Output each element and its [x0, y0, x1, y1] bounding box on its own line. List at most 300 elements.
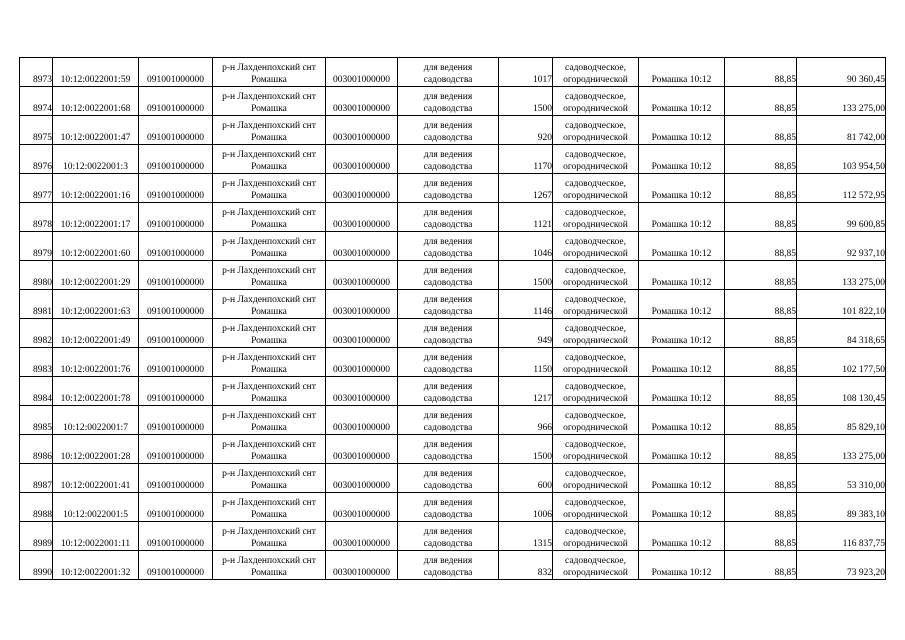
zone-name: Ромашка 10:12: [639, 522, 725, 551]
category-code: 003001000000: [326, 174, 398, 203]
zone-name: Ромашка 10:12: [639, 116, 725, 145]
location-line-2: Ромашка: [251, 249, 287, 259]
cadastral-number: 10:12:0022001:68: [53, 87, 139, 116]
permitted-use-cell: [398, 290, 499, 319]
table-row: [20, 116, 886, 145]
location-line-1: р-н Лахденпохский снт: [222, 382, 316, 392]
row-number: 8980: [20, 261, 53, 290]
use-line-1: для ведения: [423, 121, 473, 131]
zone-name: Ромашка 10:12: [639, 290, 725, 319]
category-line-2: огороднической: [563, 365, 628, 375]
use-line-1: для ведения: [423, 498, 473, 508]
location-line-1: р-н Лахденпохский снт: [222, 440, 316, 450]
cadastral-number: 10:12:0022001:5: [53, 493, 139, 522]
specific-value-rate: 88,85: [725, 464, 797, 493]
area-value: 1500: [499, 261, 553, 290]
use-line-2: садоводства: [423, 75, 473, 85]
specific-value-rate: 88,85: [725, 232, 797, 261]
location-cell: [213, 145, 326, 174]
location-cell: [213, 203, 326, 232]
location-cell: [213, 232, 326, 261]
table-row: [20, 522, 886, 551]
category-line-1: садоводческое,: [565, 63, 626, 73]
usage-category-cell: [553, 58, 639, 87]
category-line-2: огороднической: [563, 162, 628, 172]
cadastral-value: 85 829,10: [797, 406, 886, 435]
location-line-1: р-н Лахденпохский снт: [222, 498, 316, 508]
permitted-use-cell: [398, 377, 499, 406]
area-value: 1267: [499, 174, 553, 203]
location-line-2: Ромашка: [251, 162, 287, 172]
specific-value-rate: 88,85: [725, 58, 797, 87]
okato-code: 091001000000: [139, 522, 213, 551]
permitted-use-cell: [398, 464, 499, 493]
usage-category-cell: [553, 203, 639, 232]
row-number: 8989: [20, 522, 53, 551]
location-cell: [213, 58, 326, 87]
usage-category-cell: [553, 319, 639, 348]
permitted-use-cell: [398, 116, 499, 145]
table-row: [20, 493, 886, 522]
location-cell: [213, 174, 326, 203]
okato-code: 091001000000: [139, 174, 213, 203]
cadastral-number: 10:12:0022001:49: [53, 319, 139, 348]
zone-name: Ромашка 10:12: [639, 58, 725, 87]
zone-name: Ромашка 10:12: [639, 87, 725, 116]
row-number: 8977: [20, 174, 53, 203]
category-line-1: садоводческое,: [565, 179, 626, 189]
location-line-2: Ромашка: [251, 510, 287, 520]
category-line-1: садоводческое,: [565, 498, 626, 508]
row-number: 8985: [20, 406, 53, 435]
area-value: 1150: [499, 348, 553, 377]
category-line-2: огороднической: [563, 307, 628, 317]
location-cell: [213, 87, 326, 116]
use-line-1: для ведения: [423, 469, 473, 479]
location-cell: [213, 493, 326, 522]
okato-code: 091001000000: [139, 406, 213, 435]
row-number: 8978: [20, 203, 53, 232]
area-value: 949: [499, 319, 553, 348]
category-code: 003001000000: [326, 203, 398, 232]
location-line-2: Ромашка: [251, 278, 287, 288]
usage-category-cell: [553, 174, 639, 203]
use-line-2: садоводства: [423, 336, 473, 346]
cadastral-value: 84 318,65: [797, 319, 886, 348]
location-line-2: Ромашка: [251, 452, 287, 462]
category-line-1: садоводческое,: [565, 382, 626, 392]
category-line-1: садоводческое,: [565, 411, 626, 421]
table-body: [20, 58, 886, 580]
okato-code: 091001000000: [139, 87, 213, 116]
cadastral-value: 89 383,10: [797, 493, 886, 522]
use-line-1: для ведения: [423, 179, 473, 189]
permitted-use-cell: [398, 522, 499, 551]
use-line-2: садоводства: [423, 307, 473, 317]
usage-category-cell: [553, 232, 639, 261]
permitted-use-cell: [398, 319, 499, 348]
specific-value-rate: 88,85: [725, 522, 797, 551]
use-line-2: садоводства: [423, 394, 473, 404]
cadastral-number: 10:12:0022001:32: [53, 551, 139, 580]
category-line-2: огороднической: [563, 510, 628, 520]
row-number: 8982: [20, 319, 53, 348]
cadastral-number: 10:12:0022001:17: [53, 203, 139, 232]
permitted-use-cell: [398, 493, 499, 522]
okato-code: 091001000000: [139, 435, 213, 464]
row-number: 8975: [20, 116, 53, 145]
zone-name: Ромашка 10:12: [639, 464, 725, 493]
category-line-2: огороднической: [563, 336, 628, 346]
category-line-1: садоводческое,: [565, 237, 626, 247]
okato-code: 091001000000: [139, 116, 213, 145]
location-line-2: Ромашка: [251, 568, 287, 578]
area-value: 966: [499, 406, 553, 435]
permitted-use-cell: [398, 174, 499, 203]
specific-value-rate: 88,85: [725, 261, 797, 290]
category-line-1: садоводческое,: [565, 353, 626, 363]
okato-code: 091001000000: [139, 232, 213, 261]
permitted-use-cell: [398, 145, 499, 174]
usage-category-cell: [553, 493, 639, 522]
location-line-1: р-н Лахденпохский снт: [222, 237, 316, 247]
use-line-1: для ведения: [423, 324, 473, 334]
location-line-2: Ромашка: [251, 365, 287, 375]
area-value: 832: [499, 551, 553, 580]
location-cell: [213, 406, 326, 435]
specific-value-rate: 88,85: [725, 551, 797, 580]
cadastral-number: 10:12:0022001:78: [53, 377, 139, 406]
specific-value-rate: 88,85: [725, 377, 797, 406]
location-line-2: Ромашка: [251, 104, 287, 114]
okato-code: 091001000000: [139, 551, 213, 580]
use-line-2: садоводства: [423, 510, 473, 520]
table-row: [20, 87, 886, 116]
area-value: 1121: [499, 203, 553, 232]
location-line-2: Ромашка: [251, 191, 287, 201]
use-line-1: для ведения: [423, 353, 473, 363]
zone-name: Ромашка 10:12: [639, 174, 725, 203]
land-registry-table: [19, 57, 886, 580]
use-line-2: садоводства: [423, 133, 473, 143]
use-line-1: для ведения: [423, 440, 473, 450]
location-line-2: Ромашка: [251, 307, 287, 317]
cadastral-number: 10:12:0022001:11: [53, 522, 139, 551]
location-line-1: р-н Лахденпохский снт: [222, 266, 316, 276]
zone-name: Ромашка 10:12: [639, 261, 725, 290]
category-line-2: огороднической: [563, 75, 628, 85]
category-code: 003001000000: [326, 58, 398, 87]
okato-code: 091001000000: [139, 290, 213, 319]
location-cell: [213, 435, 326, 464]
cadastral-value: 116 837,75: [797, 522, 886, 551]
okato-code: 091001000000: [139, 493, 213, 522]
table-row: [20, 377, 886, 406]
usage-category-cell: [553, 551, 639, 580]
location-line-2: Ромашка: [251, 423, 287, 433]
cadastral-number: 10:12:0022001:28: [53, 435, 139, 464]
location-cell: [213, 290, 326, 319]
use-line-2: садоводства: [423, 162, 473, 172]
specific-value-rate: 88,85: [725, 174, 797, 203]
row-number: 8981: [20, 290, 53, 319]
cadastral-number: 10:12:0022001:59: [53, 58, 139, 87]
category-code: 003001000000: [326, 522, 398, 551]
use-line-1: для ведения: [423, 382, 473, 392]
cadastral-number: 10:12:0022001:16: [53, 174, 139, 203]
table-row: [20, 406, 886, 435]
location-line-1: р-н Лахденпохский снт: [222, 353, 316, 363]
category-line-1: садоводческое,: [565, 469, 626, 479]
use-line-2: садоводства: [423, 249, 473, 259]
table-row: [20, 232, 886, 261]
cadastral-number: 10:12:0022001:47: [53, 116, 139, 145]
row-number: 8988: [20, 493, 53, 522]
area-value: 1017: [499, 58, 553, 87]
usage-category-cell: [553, 116, 639, 145]
cadastral-value: 133 275,00: [797, 435, 886, 464]
category-line-1: садоводческое,: [565, 295, 626, 305]
use-line-1: для ведения: [423, 266, 473, 276]
location-cell: [213, 522, 326, 551]
location-line-1: р-н Лахденпохский снт: [222, 469, 316, 479]
use-line-2: садоводства: [423, 104, 473, 114]
usage-category-cell: [553, 406, 639, 435]
area-value: 1315: [499, 522, 553, 551]
row-number: 8973: [20, 58, 53, 87]
location-line-1: р-н Лахденпохский снт: [222, 556, 316, 566]
zone-name: Ромашка 10:12: [639, 232, 725, 261]
row-number: 8986: [20, 435, 53, 464]
location-line-2: Ромашка: [251, 133, 287, 143]
category-line-1: садоводческое,: [565, 556, 626, 566]
use-line-2: садоводства: [423, 365, 473, 375]
okato-code: 091001000000: [139, 377, 213, 406]
usage-category-cell: [553, 377, 639, 406]
specific-value-rate: 88,85: [725, 145, 797, 174]
table-row: [20, 58, 886, 87]
zone-name: Ромашка 10:12: [639, 348, 725, 377]
location-line-1: р-н Лахденпохский снт: [222, 295, 316, 305]
category-code: 003001000000: [326, 116, 398, 145]
cadastral-value: 53 310,00: [797, 464, 886, 493]
category-code: 003001000000: [326, 348, 398, 377]
category-line-2: огороднической: [563, 133, 628, 143]
usage-category-cell: [553, 87, 639, 116]
specific-value-rate: 88,85: [725, 435, 797, 464]
location-cell: [213, 319, 326, 348]
table-row: [20, 203, 886, 232]
zone-name: Ромашка 10:12: [639, 203, 725, 232]
zone-name: Ромашка 10:12: [639, 406, 725, 435]
use-line-2: садоводства: [423, 423, 473, 433]
okato-code: 091001000000: [139, 319, 213, 348]
cadastral-number: 10:12:0022001:60: [53, 232, 139, 261]
area-value: 1046: [499, 232, 553, 261]
cadastral-value: 92 937,10: [797, 232, 886, 261]
table-row: [20, 319, 886, 348]
category-code: 003001000000: [326, 551, 398, 580]
specific-value-rate: 88,85: [725, 348, 797, 377]
zone-name: Ромашка 10:12: [639, 435, 725, 464]
location-line-1: р-н Лахденпохский снт: [222, 208, 316, 218]
cadastral-value: 90 360,45: [797, 58, 886, 87]
row-number: 8987: [20, 464, 53, 493]
permitted-use-cell: [398, 261, 499, 290]
zone-name: Ромашка 10:12: [639, 319, 725, 348]
usage-category-cell: [553, 435, 639, 464]
usage-category-cell: [553, 145, 639, 174]
cadastral-number: 10:12:0022001:3: [53, 145, 139, 174]
use-line-1: для ведения: [423, 556, 473, 566]
row-number: 8990: [20, 551, 53, 580]
cadastral-value: 102 177,50: [797, 348, 886, 377]
location-line-2: Ромашка: [251, 394, 287, 404]
category-code: 003001000000: [326, 406, 398, 435]
category-line-2: огороднической: [563, 394, 628, 404]
location-line-1: р-н Лахденпохский снт: [222, 150, 316, 160]
specific-value-rate: 88,85: [725, 116, 797, 145]
use-line-2: садоводства: [423, 452, 473, 462]
category-line-2: огороднической: [563, 191, 628, 201]
cadastral-value: 73 923,20: [797, 551, 886, 580]
use-line-2: садоводства: [423, 191, 473, 201]
cadastral-value: 133 275,00: [797, 261, 886, 290]
row-number: 8984: [20, 377, 53, 406]
cadastral-value: 99 600,85: [797, 203, 886, 232]
permitted-use-cell: [398, 348, 499, 377]
category-line-1: садоводческое,: [565, 121, 626, 131]
location-line-2: Ромашка: [251, 539, 287, 549]
okato-code: 091001000000: [139, 261, 213, 290]
location-line-1: р-н Лахденпохский снт: [222, 527, 316, 537]
permitted-use-cell: [398, 551, 499, 580]
category-line-1: садоводческое,: [565, 208, 626, 218]
cadastral-number: 10:12:0022001:29: [53, 261, 139, 290]
okato-code: 091001000000: [139, 203, 213, 232]
category-code: 003001000000: [326, 377, 398, 406]
area-value: 920: [499, 116, 553, 145]
category-line-2: огороднической: [563, 249, 628, 259]
use-line-1: для ведения: [423, 295, 473, 305]
cadastral-number: 10:12:0022001:63: [53, 290, 139, 319]
location-cell: [213, 348, 326, 377]
usage-category-cell: [553, 348, 639, 377]
category-line-1: садоводческое,: [565, 266, 626, 276]
use-line-2: садоводства: [423, 481, 473, 491]
category-line-2: огороднической: [563, 568, 628, 578]
usage-category-cell: [553, 261, 639, 290]
category-line-2: огороднической: [563, 539, 628, 549]
okato-code: 091001000000: [139, 145, 213, 174]
table-row: [20, 435, 886, 464]
location-line-1: р-н Лахденпохский снт: [222, 179, 316, 189]
usage-category-cell: [553, 464, 639, 493]
category-code: 003001000000: [326, 232, 398, 261]
category-line-2: огороднической: [563, 423, 628, 433]
area-value: 1500: [499, 435, 553, 464]
usage-category-cell: [553, 290, 639, 319]
category-line-2: огороднической: [563, 481, 628, 491]
location-cell: [213, 551, 326, 580]
specific-value-rate: 88,85: [725, 87, 797, 116]
location-line-1: р-н Лахденпохский снт: [222, 63, 316, 73]
category-line-2: огороднической: [563, 104, 628, 114]
area-value: 1146: [499, 290, 553, 319]
category-line-1: садоводческое,: [565, 92, 626, 102]
location-line-2: Ромашка: [251, 336, 287, 346]
permitted-use-cell: [398, 87, 499, 116]
category-line-1: садоводческое,: [565, 440, 626, 450]
use-line-1: для ведения: [423, 63, 473, 73]
location-line-2: Ромашка: [251, 481, 287, 491]
location-cell: [213, 261, 326, 290]
category-code: 003001000000: [326, 435, 398, 464]
location-line-1: р-н Лахденпохский снт: [222, 324, 316, 334]
use-line-1: для ведения: [423, 208, 473, 218]
location-cell: [213, 464, 326, 493]
row-number: 8983: [20, 348, 53, 377]
location-cell: [213, 377, 326, 406]
okato-code: 091001000000: [139, 348, 213, 377]
location-line-2: Ромашка: [251, 75, 287, 85]
cadastral-value: 133 275,00: [797, 87, 886, 116]
table-row: [20, 145, 886, 174]
category-code: 003001000000: [326, 464, 398, 493]
category-line-1: садоводческое,: [565, 527, 626, 537]
cadastral-number: 10:12:0022001:7: [53, 406, 139, 435]
location-line-1: р-н Лахденпохский снт: [222, 121, 316, 131]
use-line-2: садоводства: [423, 539, 473, 549]
category-code: 003001000000: [326, 261, 398, 290]
table-row: [20, 348, 886, 377]
specific-value-rate: 88,85: [725, 203, 797, 232]
area-value: 600: [499, 464, 553, 493]
category-line-1: садоводческое,: [565, 324, 626, 334]
table-row: [20, 551, 886, 580]
zone-name: Ромашка 10:12: [639, 377, 725, 406]
cadastral-number: 10:12:0022001:76: [53, 348, 139, 377]
cadastral-value: 81 742,00: [797, 116, 886, 145]
cadastral-value: 112 572,95: [797, 174, 886, 203]
zone-name: Ромашка 10:12: [639, 551, 725, 580]
table-row: [20, 290, 886, 319]
table-row: [20, 261, 886, 290]
okato-code: 091001000000: [139, 58, 213, 87]
row-number: 8974: [20, 87, 53, 116]
permitted-use-cell: [398, 406, 499, 435]
category-code: 003001000000: [326, 493, 398, 522]
category-line-2: огороднической: [563, 220, 628, 230]
permitted-use-cell: [398, 232, 499, 261]
category-code: 003001000000: [326, 87, 398, 116]
use-line-1: для ведения: [423, 527, 473, 537]
specific-value-rate: 88,85: [725, 406, 797, 435]
use-line-1: для ведения: [423, 92, 473, 102]
specific-value-rate: 88,85: [725, 493, 797, 522]
location-line-1: р-н Лахденпохский снт: [222, 411, 316, 421]
okato-code: 091001000000: [139, 464, 213, 493]
use-line-1: для ведения: [423, 411, 473, 421]
area-value: 1217: [499, 377, 553, 406]
row-number: 8976: [20, 145, 53, 174]
location-line-2: Ромашка: [251, 220, 287, 230]
specific-value-rate: 88,85: [725, 319, 797, 348]
category-code: 003001000000: [326, 145, 398, 174]
category-code: 003001000000: [326, 319, 398, 348]
category-line-1: садоводческое,: [565, 150, 626, 160]
location-line-1: р-н Лахденпохский снт: [222, 92, 316, 102]
